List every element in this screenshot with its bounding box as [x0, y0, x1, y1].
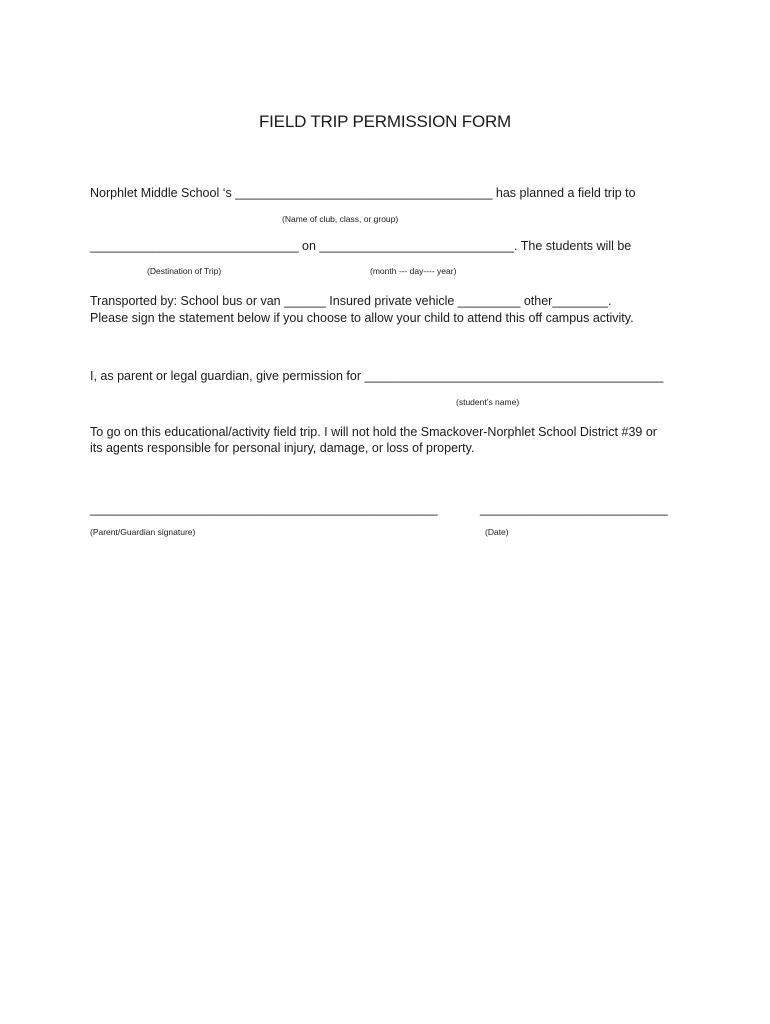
- destination-caption: (Destination of Trip): [147, 266, 222, 276]
- date-signature-line: ___________________________: [480, 502, 668, 516]
- transport-line: Transported by: School bus or van ______ Insured private vehicle _________ other________.: [90, 294, 612, 308]
- liability-line-2: its agents responsible for personal injury, damage, or loss of property.: [90, 441, 475, 455]
- student-caption: (student’s name): [456, 397, 520, 407]
- date-caption: (month --- day---- year): [370, 266, 457, 276]
- signature-caption: (Parent/Guardian signature): [90, 527, 196, 537]
- instruction-line: Please sign the statement below if you choose to allow your child to attend this off campus activity.: [90, 311, 634, 325]
- group-caption: (Name of club, class, or group): [282, 214, 399, 224]
- form-title: FIELD TRIP PERMISSION FORM: [258, 112, 512, 131]
- liability-line-1: To go on this educational/activity field trip. I will not hold the Smackover-Norphlet School District #39 or: [90, 425, 657, 439]
- trip-intro-line: Norphlet Middle School ‘s _____________________________________ has planned a field trip to: [90, 186, 636, 200]
- destination-date-line: ______________________________ on ____________________________. The students will be: [90, 239, 632, 253]
- sig-date-caption: (Date): [485, 527, 509, 537]
- permission-line: I, as parent or legal guardian, give permission for ___________________________________________: [90, 369, 664, 383]
- signature-line: __________________________________________________: [90, 502, 438, 516]
